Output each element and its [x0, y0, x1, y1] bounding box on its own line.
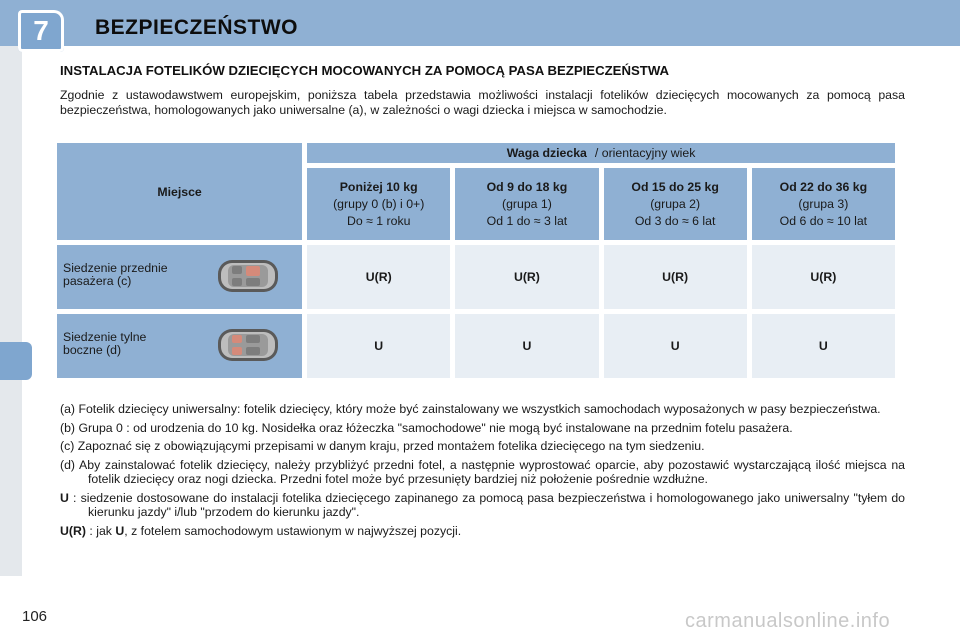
- definition-text: : siedzenie dostosowane do instalacji fotelika dziecięcego zapinanego za pomocą pasa bezpieczeństwa i homologowanego jako uniwersalny "tyłem do kierunku jazdy" i/lub "przodem do kierunku jazdy".: [73, 490, 906, 519]
- cell-value: U: [604, 314, 747, 378]
- weight-header-bold: Waga dziecka: [506, 146, 587, 160]
- watermark: carmanualsonline.info: [685, 610, 891, 632]
- page-number: 106: [22, 608, 48, 625]
- side-strip: [0, 46, 22, 576]
- definition-term: U: [60, 490, 69, 505]
- group-sub: (grupy 0 (b) i 0+): [333, 196, 425, 211]
- footnote-b: (b) Grupa 0 : od urodzenia do 10 kg. Nosidełka oraz łóżeczka "samochodowe" nie mogą być instalowane na przednim fotelu pasażera.: [60, 420, 793, 435]
- car-front-seat-icon: [216, 254, 280, 298]
- footnote-a: (a) Fotelik dziecięcy uniwersalny: fotelik dziecięcy, który może być zainstalowany we wszystkich samochodach wyposażonych w pasy bezpieczeństwa.: [60, 402, 881, 416]
- row-label-line: pasażera (c): [63, 274, 132, 288]
- cell-value: U: [752, 314, 895, 378]
- row-label-line: boczne (d): [63, 343, 122, 357]
- cell-value: U: [455, 314, 598, 378]
- row-label-front-passenger: [57, 245, 302, 309]
- definition-term: U(R): [60, 523, 86, 538]
- place-header-label: Miejsce: [157, 184, 202, 199]
- definition-u: [60, 491, 905, 520]
- cell-value: U(R): [752, 245, 895, 309]
- row-label-line: Siedzenie przednie: [63, 261, 168, 275]
- row-label-line: Siedzenie tylne: [63, 330, 147, 344]
- table-row: [57, 245, 895, 309]
- cell-value: U(R): [307, 245, 450, 309]
- group-age: Od 1 do ≈ 3 lat: [486, 213, 568, 228]
- group-header: [455, 168, 598, 240]
- table-row: [57, 314, 895, 378]
- group-age: Od 3 do ≈ 6 lat: [634, 213, 716, 228]
- chapter-badge: 7: [18, 10, 64, 52]
- footnote-d: (d) Aby zainstalować fotelik dziecięcy, należy przybliżyć przedni fotel, a następnie wyprostować oparcie, aby pozostawić wystarczającą ilość miejsca na fotelik dziecięcy oraz nogi dziecka. Przedni fotel może być przesunięty bardziej niż położenie pośrednie wzdłużne.: [60, 457, 905, 486]
- cell-value: U(R): [455, 245, 598, 309]
- group-sub: (grupa 2): [650, 196, 701, 211]
- side-tab: [0, 342, 32, 380]
- car-rear-seat-icon: [216, 323, 280, 367]
- group-age: Do ≈ 1 roku: [346, 213, 411, 228]
- footnotes: [60, 402, 905, 542]
- definition-text: : jak: [89, 523, 116, 538]
- group-age: Od 6 do ≈ 10 lat: [779, 213, 868, 228]
- cell-value: U: [307, 314, 450, 378]
- definition-term-inline: U: [115, 523, 125, 538]
- child-seat-table: [52, 138, 900, 383]
- intro-paragraph: Zgodnie z ustawodawstwem europejskim, poniższa tabela przedstawia możliwości instalacji fotelików dziecięcych mocowanych za pomocą pasa bezpieczeństwa, homologowanych jako uniwersalne (a), w zależności o wagi dziecka i miejsca w samochodzie.: [60, 88, 905, 117]
- group-header: [604, 168, 747, 240]
- group-title: Poniżej 10 kg: [339, 179, 418, 194]
- section-heading: INSTALACJA FOTELIKÓW DZIECIĘCYCH MOCOWANYCH ZA POMOCĄ PASA BEZPIECZEŃSTWA: [60, 63, 670, 78]
- row-label-rear-side: [57, 314, 302, 378]
- page-title: BEZPIECZEŃSTWO: [95, 16, 299, 39]
- group-sub: (grupa 1): [501, 196, 552, 211]
- group-title: Od 15 do 25 kg: [631, 179, 719, 194]
- group-title: Od 9 do 18 kg: [486, 179, 568, 194]
- footnote-c: (c) Zapoznać się z obowiązującymi przepisami w danym kraju, przed montażem fotelika dziecięcego na tym siedzeniu.: [60, 439, 705, 453]
- weight-header: [307, 143, 895, 163]
- weight-header-rest: / orientacyjny wiek: [594, 146, 696, 160]
- group-header: [752, 168, 895, 240]
- place-header: [57, 143, 302, 240]
- group-header: [307, 168, 450, 240]
- cell-value: U(R): [604, 245, 747, 309]
- definition-text: , z fotelem samochodowym ustawionym w najwyższej pozycji.: [124, 523, 462, 538]
- definition-ur: [60, 524, 905, 539]
- group-sub: (grupa 3): [798, 196, 849, 211]
- group-title: Od 22 do 36 kg: [779, 179, 868, 194]
